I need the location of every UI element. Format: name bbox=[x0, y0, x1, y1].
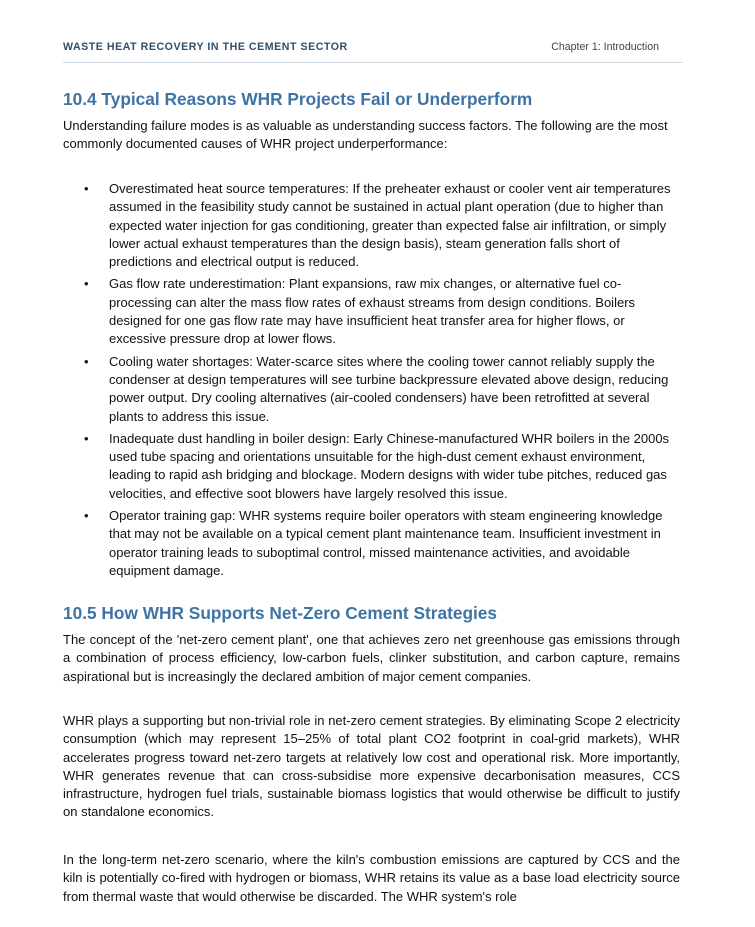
failure-causes-list bbox=[63, 180, 683, 584]
bullet-marker: • bbox=[84, 181, 89, 196]
bullet-marker: • bbox=[84, 430, 89, 446]
list-item bbox=[63, 507, 683, 580]
list-item bbox=[63, 180, 683, 271]
section-10-5-paragraph: In the long-term net-zero scenario, where the kiln's combustion emissions are captured by CCS and the kiln is potentially co-fired with hydrogen or biomass, WHR retains its value as a base load electricity source from thermal waste that would otherwise be discarded. The WHR system's role bbox=[63, 852, 680, 904]
section-10-5-paragraph: WHR plays a supporting but non-trivial role in net-zero cement strategies. By eliminating Scope 2 electricity consumption (which may represent 15–25% of total plant CO2 footprint in coal-grid markets), WHR accelerates progress toward net-zero targets at relatively low cost and operational risk. More importantly, WHR generates revenue that can cross-subsidise more expensive decarbonisation measures, CCS infrastructure, hydrogen fuel trials, sustainable biomass logistics that would otherwise be difficult to justify on standalone economics. bbox=[63, 713, 680, 820]
list-item-text: Inadequate dust handling in boiler design: Early Chinese-manufactured WHR boilers in the 2000s used tube spacing and orientations unsuitable for the high-dust cement exhaust environment, leading to rapid ash bridging and blockage. Modern designs with wider tube pitches, reduced gas velocities, and effective soot blowers have largely resolved this issue. bbox=[109, 430, 670, 501]
section-heading-10-4: 10.4 Typical Reasons WHR Projects Fail or Underperform bbox=[63, 89, 533, 109]
list-item bbox=[63, 353, 683, 426]
chapter-label: Chapter 1: Introduction bbox=[551, 41, 659, 53]
list-item-text: Operator training gap: WHR systems require boiler operators with steam engineering knowledge that may not be available on a typical cement plant maintenance team. Insufficient investment in operator training leads to suboptimal control, missed maintenance activities, and avoidable equipment damage. bbox=[109, 508, 663, 578]
list-item bbox=[63, 430, 683, 503]
bullet-marker: • bbox=[84, 276, 89, 292]
section-heading-10-5: 10.5 How WHR Supports Net-Zero Cement Strategies bbox=[63, 603, 498, 623]
section-10-5-paragraph: The concept of the 'net-zero cement plant', one that achieves zero net greenhouse gas emissions through a combination of process efficiency, low-carbon fuels, clinker substitution, and carbon capture, remains aspirational but is increasingly the declared ambition of major cement companies. bbox=[63, 632, 680, 684]
section-10-4-intro: Understanding failure modes is as valuable as understanding success factors. The following are the most commonly documented causes of WHR project underperformance: bbox=[63, 118, 668, 152]
running-header bbox=[63, 40, 683, 63]
bullet-marker: • bbox=[84, 508, 89, 524]
document-title: WASTE HEAT RECOVERY IN THE CEMENT SECTOR bbox=[63, 41, 348, 53]
list-item-text: Overestimated heat source temperatures: If the preheater exhaust or cooler vent air temperatures assumed in the feasibility study cannot be sustained in actual plant operation (due to higher than expected water injection for gas conditioning, greater than expected false air infiltration, or simply lower actual exhaust temperatures than the design basis), steam generation falls short of predictions and electrical output is reduced. bbox=[109, 181, 671, 270]
list-item bbox=[63, 275, 683, 348]
bullet-marker: • bbox=[84, 353, 89, 369]
list-item-text: Gas flow rate underestimation: Plant expansions, raw mix changes, or alternative fuel co-processing can alter the mass flow rates of exhaust streams from design conditions. Boilers designed for one gas flow rate may have insufficient heat transfer area for higher flows, or excessive pressure drop at lower flows. bbox=[109, 276, 636, 347]
list-item-text: Cooling water shortages: Water-scarce sites where the cooling tower cannot reliably supply the condenser at design temperatures will see turbine backpressure elevated above design, reducing power output. Dry cooling alternatives (air-cooled condensers) have been retrofitted at several plants to address this issue. bbox=[109, 353, 669, 424]
